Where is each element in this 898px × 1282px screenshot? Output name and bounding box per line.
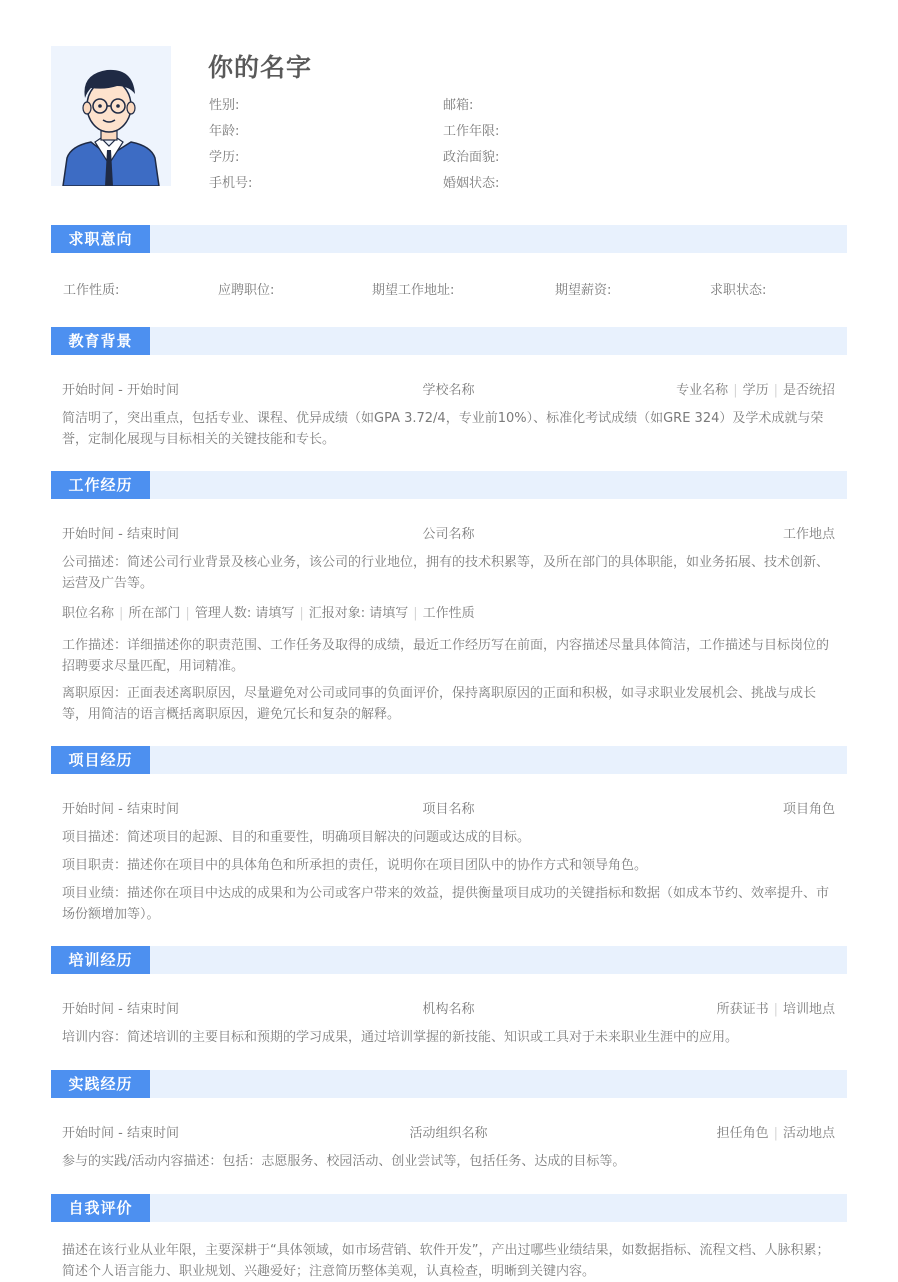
work-location: 工作地点 <box>782 527 835 542</box>
field-marital-status: 婚姻状态: <box>443 176 500 191</box>
training-details <box>717 998 835 1017</box>
work-manage-count: 管理人数: 请填写 <box>194 606 295 621</box>
section-title: 自我评价 <box>51 1194 150 1222</box>
section-practice <box>51 1070 847 1098</box>
project-header-row <box>62 798 835 818</box>
work-report-to: 汇报对象: 请填写 <box>308 606 409 621</box>
divider: | <box>185 606 190 621</box>
divider: | <box>413 606 418 621</box>
section-title: 实践经历 <box>51 1070 150 1098</box>
avatar <box>51 46 171 186</box>
intent-status: 求职状态: <box>710 283 767 298</box>
education-header-row <box>62 379 835 399</box>
project-time: 开始时间 - 结束时间 <box>62 802 179 817</box>
training-content: 培训内容：简述培训的主要目标和预期的学习成果，通过培训掌握的新技能、知识或工具对于未来职业生涯中的应用。 <box>62 1030 739 1045</box>
work-meta <box>62 602 475 621</box>
intent-salary: 期望薪资: <box>555 283 612 298</box>
section-project <box>51 746 847 774</box>
section-education <box>51 327 847 355</box>
divider: | <box>773 383 778 398</box>
training-org: 机构名称 <box>422 1002 475 1017</box>
practice-role: 担任角色 <box>716 1126 769 1141</box>
work-leave-reason: 离职原因：正面表述离职原因，尽量避免对公司或同事的负面评价，保持离职原因的正面和积极，如寻求职业发展机会、挑战与成长等，用简洁的语言概括离职原因，避免冗长和复杂的解释。 <box>62 686 817 722</box>
education-time: 开始时间 - 开始时间 <box>62 383 179 398</box>
section-title: 教育背景 <box>51 327 150 355</box>
divider: | <box>119 606 124 621</box>
project-role: 项目角色 <box>782 802 835 817</box>
section-title: 培训经历 <box>51 946 150 974</box>
field-age: 年龄: <box>209 124 240 139</box>
intent-location: 期望工作地址: <box>372 283 455 298</box>
education-major: 专业名称 <box>676 383 729 398</box>
divider: | <box>299 606 304 621</box>
intent-work-type: 工作性质: <box>63 283 120 298</box>
training-certificate: 所获证书 <box>716 1002 769 1017</box>
section-title: 项目经历 <box>51 746 150 774</box>
divider: | <box>773 1002 778 1017</box>
field-work-years: 工作年限: <box>443 124 500 139</box>
education-degree: 学历 <box>742 383 769 398</box>
section-title: 工作经历 <box>51 471 150 499</box>
work-department: 所在部门 <box>128 606 181 621</box>
field-gender: 性别: <box>209 98 240 113</box>
field-education: 学历: <box>209 150 240 165</box>
education-unified: 是否统招 <box>782 383 835 398</box>
education-description: 简洁明了，突出重点，包括专业、课程、优异成绩（如GPA 3.72/4，专业前10%）、标准化考试成绩（如GRE 324）及学术成就与荣誉，定制化展现与目标相关的关键技能和专长。 <box>62 411 824 447</box>
person-avatar-icon <box>51 46 171 186</box>
field-email: 邮箱: <box>443 98 474 113</box>
project-description: 项目描述：简述项目的起源、目的和重要性，明确项目解决的问题或达成的目标。 <box>62 830 531 845</box>
section-self-evaluation <box>51 1194 847 1222</box>
education-school: 学校名称 <box>422 383 475 398</box>
training-header-row <box>62 998 835 1018</box>
resume-name: 你的名字 <box>208 53 313 82</box>
training-time: 开始时间 - 结束时间 <box>62 1002 179 1017</box>
education-details <box>676 379 835 398</box>
section-title: 求职意向 <box>51 225 150 253</box>
section-training <box>51 946 847 974</box>
practice-description: 参与的实践/活动内容描述：包括：志愿服务、校园活动、创业尝试等，包括任务、达成的目标等。 <box>62 1154 626 1169</box>
practice-location: 活动地点 <box>782 1126 835 1141</box>
self-evaluation-text: 描述在该行业从业年限，主要深耕于“具体领域，如市场营销、软件开发”，产出过哪些业绩结果，如数据指标、流程文档、人脉积累；简述个人语言能力、职业规划、兴趣爱好；注意简历整体美观，认真检查，明晰到关键内容。 <box>62 1243 830 1279</box>
practice-time: 开始时间 - 结束时间 <box>62 1126 179 1141</box>
field-phone: 手机号: <box>209 176 253 191</box>
practice-org: 活动组织名称 <box>409 1126 488 1141</box>
practice-header-row <box>62 1122 835 1142</box>
project-achievement: 项目业绩：描述你在项目中达成的成果和为公司或客户带来的效益，提供衡量项目成功的关键指标和数据（如成本节约、效率提升、市场份额增加等）。 <box>62 886 830 922</box>
training-location: 培训地点 <box>782 1002 835 1017</box>
field-political-status: 政治面貌: <box>443 150 500 165</box>
project-duty: 项目职责：描述你在项目中的具体角色和所承担的责任，说明你在项目团队中的协作方式和领导角色。 <box>62 858 648 873</box>
section-job-intent <box>51 225 847 253</box>
work-meta-row <box>62 602 835 622</box>
work-time: 开始时间 - 结束时间 <box>62 527 179 542</box>
practice-details <box>717 1122 835 1141</box>
project-name: 项目名称 <box>422 802 475 817</box>
divider: | <box>773 1126 778 1141</box>
work-header-row <box>62 523 835 543</box>
intent-position: 应聘职位: <box>218 283 275 298</box>
work-job-description: 工作描述：详细描述你的职责范围、工作任务及取得的成绩，最近工作经历写在前面，内容描述尽量具体简洁，工作描述与目标岗位的招聘要求尽量匹配，用词精准。 <box>62 638 830 674</box>
work-company: 公司名称 <box>422 527 475 542</box>
divider: | <box>733 383 738 398</box>
work-position: 职位名称 <box>62 606 115 621</box>
section-work <box>51 471 847 499</box>
work-nature: 工作性质 <box>422 606 475 621</box>
work-company-description: 公司描述：简述公司行业背景及核心业务，该公司的行业地位，拥有的技术积累等，及所在部门的具体职能，如业务拓展、技术创新、运营及广告等。 <box>62 555 830 591</box>
